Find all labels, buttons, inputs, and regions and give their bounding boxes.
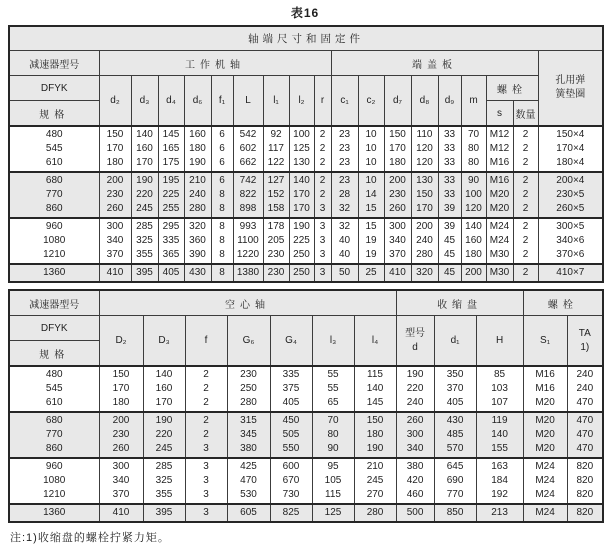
- col-header-c1: c₁: [331, 76, 358, 127]
- model-series-label: DFYK: [9, 76, 99, 101]
- value-cell: 820 820 820: [567, 458, 603, 504]
- value-cell: M16 M16 M20: [523, 366, 567, 412]
- value-cell: 410: [384, 264, 411, 282]
- value-cell: 320: [411, 264, 438, 282]
- col-header-d2: d₂: [99, 76, 131, 127]
- value-cell: 500: [396, 504, 434, 522]
- table2-header: [9, 290, 603, 366]
- value-cell: 240 240 470: [567, 366, 603, 412]
- value-cell: 200 230 260: [99, 412, 143, 458]
- value-cell: 395: [143, 504, 185, 522]
- value-cell: 430: [184, 264, 211, 282]
- value-cell: M24: [523, 504, 567, 522]
- col-header-f: f: [185, 316, 227, 367]
- value-cell: 335 375 405: [270, 366, 312, 412]
- value-cell: 178 205 230: [263, 218, 289, 264]
- col-header-D3: D₃: [143, 316, 185, 367]
- value-cell: 115 140 145: [354, 366, 396, 412]
- value-cell: 2 2 3: [314, 172, 331, 218]
- value-cell: 395: [131, 264, 158, 282]
- table1-body: [9, 126, 603, 282]
- value-cell: 430 485 570: [434, 412, 476, 458]
- value-cell: 150×4 170×4 180×4: [538, 126, 603, 172]
- value-cell: 315 345 380: [227, 412, 270, 458]
- workshaft-group-header: 工作机轴: [99, 51, 331, 76]
- washer-header-line1: 孔用弹: [555, 75, 586, 86]
- value-cell: 2 2 2: [513, 218, 538, 264]
- value-cell: 405: [158, 264, 184, 282]
- value-cell: 200×4 230×5 260×5: [538, 172, 603, 218]
- table2-body: [9, 366, 603, 522]
- model-cell: 480 545 610: [9, 126, 99, 172]
- value-cell: 127 152 158: [263, 172, 289, 218]
- table-row-group: [9, 366, 603, 412]
- shrink-model-line2: d: [412, 341, 418, 353]
- value-cell: 645 690 770: [434, 458, 476, 504]
- value-cell: 285 325 355: [143, 458, 185, 504]
- value-cell: 320 360 390: [184, 218, 211, 264]
- value-cell: 600 670 730: [270, 458, 312, 504]
- model-cell: 960 1080 1210: [9, 218, 99, 264]
- shrink-disk-group-header: 收缩盘: [396, 290, 523, 316]
- value-cell: 55 55 65: [312, 366, 354, 412]
- col-header-r: r: [314, 76, 331, 127]
- value-cell: 23 28 32: [331, 172, 358, 218]
- value-cell: 295 335 365: [158, 218, 184, 264]
- value-cell: 8 8 8: [211, 218, 233, 264]
- value-cell: 200 230 260: [99, 172, 131, 218]
- value-cell: 32 40 40: [331, 218, 358, 264]
- value-cell: 6 8 8: [211, 172, 233, 218]
- value-cell: 195 225 255: [158, 172, 184, 218]
- value-cell: 410: [99, 264, 131, 282]
- value-cell: 3: [185, 504, 227, 522]
- col-header-G6: G₆: [227, 316, 270, 367]
- col-header-d9: d₉: [438, 76, 461, 127]
- value-cell: 45: [438, 264, 461, 282]
- value-cell: 993 1100 1220: [233, 218, 263, 264]
- value-cell: 150 170 180: [99, 126, 131, 172]
- value-cell: 25: [358, 264, 384, 282]
- model-cell: 960 1080 1210: [9, 458, 99, 504]
- value-cell: 1380: [233, 264, 263, 282]
- value-cell: 3: [314, 264, 331, 282]
- value-cell: 213: [476, 504, 523, 522]
- value-cell: 2: [513, 264, 538, 282]
- model-cell: 480 545 610: [9, 366, 99, 412]
- value-cell: 210 245 270: [354, 458, 396, 504]
- model-header: 减速器型号: [9, 290, 99, 316]
- model-cell: 680 770 860: [9, 412, 99, 458]
- value-cell: 90 100 120: [461, 172, 486, 218]
- value-cell: 450 505 550: [270, 412, 312, 458]
- table1-section-title: 轴端尺寸和固定件: [9, 26, 603, 51]
- value-cell: 163 184 192: [476, 458, 523, 504]
- value-cell: 410×7: [538, 264, 603, 282]
- col-header-d7: d₇: [384, 76, 411, 127]
- washer-header: [538, 51, 603, 127]
- col-header-c2: c₂: [358, 76, 384, 127]
- value-cell: 2 2 3: [185, 412, 227, 458]
- value-cell: 8: [211, 264, 233, 282]
- value-cell: 190 220 245: [131, 172, 158, 218]
- bolt-group-header: 螺栓: [523, 290, 603, 316]
- value-cell: 100 125 130: [289, 126, 314, 172]
- table-row-group: [9, 504, 603, 522]
- value-cell: 95 105 115: [312, 458, 354, 504]
- value-cell: 2 2 2: [513, 172, 538, 218]
- value-cell: M24 M24 M24: [523, 458, 567, 504]
- value-cell: 250: [289, 264, 314, 282]
- value-cell: 150 180 190: [354, 412, 396, 458]
- value-cell: 542 602 662: [233, 126, 263, 172]
- table-row-group: [9, 264, 603, 282]
- endcover-group-header: 端盖板: [331, 51, 538, 76]
- value-cell: 110 120 120: [411, 126, 438, 172]
- value-cell: 145 165 175: [158, 126, 184, 172]
- value-cell: 285 325 355: [131, 218, 158, 264]
- col-header-d3: d₃: [131, 76, 158, 127]
- value-cell: 15 19 19: [358, 218, 384, 264]
- spec-label: 规格: [9, 101, 99, 127]
- col-header-l1: l₁: [263, 76, 289, 127]
- value-cell: 850: [434, 504, 476, 522]
- value-cell: 150 170 180: [99, 366, 143, 412]
- value-cell: 92 117 122: [263, 126, 289, 172]
- bolt-group-header: 螺栓: [486, 76, 538, 101]
- value-cell: 300×5 340×6 370×6: [538, 218, 603, 264]
- value-cell: 33 33 39: [438, 172, 461, 218]
- value-cell: 2 2 2: [513, 126, 538, 172]
- footnote: 注:1)收缩盘的螺栓拧紧力矩。: [10, 532, 170, 544]
- col-header-S1: S₁: [523, 316, 567, 367]
- value-cell: M12 M12 M16: [486, 126, 513, 172]
- model-header: 减速器型号: [9, 51, 99, 76]
- value-cell: 150 170 180: [384, 126, 411, 172]
- col-header-D2: D₂: [99, 316, 143, 367]
- col-header-s: s: [486, 101, 513, 127]
- col-header-L: L: [233, 76, 263, 127]
- col-header-TA: [567, 316, 603, 367]
- col-header-d6: d₆: [184, 76, 211, 127]
- col-header-d4: d₄: [158, 76, 184, 127]
- value-cell: 140 160 170: [131, 126, 158, 172]
- table-row-group: [9, 458, 603, 504]
- value-cell: 825: [270, 504, 312, 522]
- value-cell: 160 180 190: [184, 126, 211, 172]
- col-header-l3: l₃: [312, 316, 354, 367]
- value-cell: 10 10 10: [358, 126, 384, 172]
- shaft-end-table: [8, 25, 604, 283]
- value-cell: 230 250 280: [227, 366, 270, 412]
- value-cell: 280: [354, 504, 396, 522]
- value-cell: 190 220 240: [396, 366, 434, 412]
- table-row-group: [9, 126, 603, 172]
- col-header-d8: d₈: [411, 76, 438, 127]
- hollow-shaft-group-header: 空心轴: [99, 290, 396, 316]
- col-header-l4: l₄: [354, 316, 396, 367]
- value-cell: 3 3 3: [314, 218, 331, 264]
- value-cell: 10 14 15: [358, 172, 384, 218]
- value-cell: 410: [99, 504, 143, 522]
- page-title: 表16: [290, 6, 320, 20]
- col-header-shrink-model: [396, 316, 434, 367]
- value-cell: 190 225 250: [289, 218, 314, 264]
- col-header-qty: 数量: [513, 101, 538, 127]
- washer-header-line2: 簧垫圈: [555, 89, 586, 100]
- model-cell: 1360: [9, 264, 99, 282]
- TA-header-line2: 1): [580, 341, 590, 353]
- col-header-G4: G₄: [270, 316, 312, 367]
- value-cell: M16 M20 M20: [486, 172, 513, 218]
- value-cell: 50: [331, 264, 358, 282]
- value-cell: 742 822 898: [233, 172, 263, 218]
- model-cell: 1360: [9, 504, 99, 522]
- value-cell: 300 340 370: [384, 218, 411, 264]
- value-cell: 119 140 155: [476, 412, 523, 458]
- value-cell: M20 M20 M20: [523, 412, 567, 458]
- value-cell: 39 45 45: [438, 218, 461, 264]
- model-cell: 680 770 860: [9, 172, 99, 218]
- value-cell: 605: [227, 504, 270, 522]
- value-cell: 70 80 80: [461, 126, 486, 172]
- value-cell: 380 420 460: [396, 458, 434, 504]
- value-cell: 2 2 2: [185, 366, 227, 412]
- TA-header-line1: TA: [578, 327, 591, 339]
- model-series-label: DFYK: [9, 316, 99, 341]
- value-cell: 130 150 170: [411, 172, 438, 218]
- col-header-m: m: [461, 76, 486, 127]
- value-cell: 70 80 90: [312, 412, 354, 458]
- table-row-group: [9, 172, 603, 218]
- table-row-group: [9, 218, 603, 264]
- value-cell: 6 6 6: [211, 126, 233, 172]
- value-cell: 300 340 370: [99, 458, 143, 504]
- value-cell: 350 370 405: [434, 366, 476, 412]
- value-cell: 140 160 170: [143, 366, 185, 412]
- value-cell: 200 240 280: [411, 218, 438, 264]
- value-cell: 230: [263, 264, 289, 282]
- value-cell: 190 220 245: [143, 412, 185, 458]
- col-header-l2: l₂: [289, 76, 314, 127]
- shrink-model-line1: 型号: [405, 327, 426, 339]
- value-cell: M24 M24 M30: [486, 218, 513, 264]
- value-cell: 3 3 3: [185, 458, 227, 504]
- value-cell: 2 2 2: [314, 126, 331, 172]
- spec-label: 规格: [9, 341, 99, 367]
- col-header-f1: f₁: [211, 76, 233, 127]
- value-cell: 85 103 107: [476, 366, 523, 412]
- value-cell: 23 23 23: [331, 126, 358, 172]
- value-cell: 140 170 170: [289, 172, 314, 218]
- value-cell: 200: [461, 264, 486, 282]
- value-cell: 260 300 340: [396, 412, 434, 458]
- value-cell: 140 160 180: [461, 218, 486, 264]
- value-cell: 210 240 280: [184, 172, 211, 218]
- value-cell: 425 470 530: [227, 458, 270, 504]
- value-cell: 300 340 370: [99, 218, 131, 264]
- hollow-shaft-table: [8, 289, 604, 523]
- col-header-H: H: [476, 316, 523, 367]
- table1-header: [9, 26, 603, 126]
- value-cell: M30: [486, 264, 513, 282]
- value-cell: 820: [567, 504, 603, 522]
- value-cell: 200 230 260: [384, 172, 411, 218]
- col-header-d1: d₁: [434, 316, 476, 367]
- table-row-group: [9, 412, 603, 458]
- value-cell: 470 470 470: [567, 412, 603, 458]
- value-cell: 125: [312, 504, 354, 522]
- value-cell: 33 33 33: [438, 126, 461, 172]
